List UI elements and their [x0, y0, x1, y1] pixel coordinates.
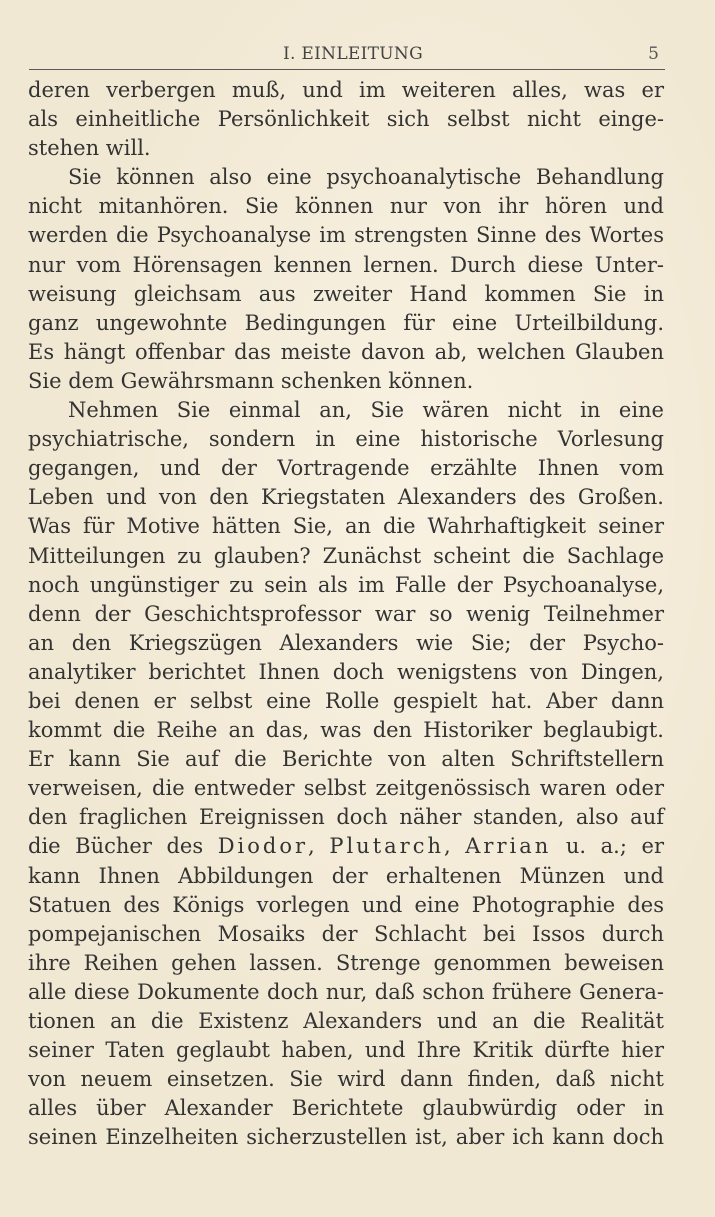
- text-line: noch ungünstiger zu sein als im Falle der Psychoanalyse,: [28, 572, 664, 597]
- text-line: Was für Motive hätten Sie, an die Wahrhaftigkeit seiner: [28, 514, 664, 539]
- text-line: psychiatrische, sondern in eine historische Vorlesung: [28, 427, 664, 452]
- text-line: als einheitliche Persönlichkeit sich selbst nicht einge-: [28, 107, 664, 132]
- author-name: Arrian: [465, 834, 552, 859]
- text-line: seinen Einzelheiten sicherzustellen ist, aber ich kann doch: [28, 1125, 664, 1150]
- running-header: [0, 44, 715, 68]
- author-name: Plutarch: [329, 834, 444, 859]
- text-line: alles über Alexander Berichtete glaubwürdig oder in: [28, 1096, 664, 1121]
- text-line: an den Kriegszügen Alexanders wie Sie; der Psycho-: [28, 630, 664, 655]
- text-line: ihre Reihen gehen lassen. Strenge genommen beweisen: [28, 950, 664, 975]
- header-rule: [29, 69, 665, 70]
- text-line: Leben und von den Kriegstaten Alexanders des Großen.: [28, 485, 664, 510]
- paragraph-start-line: Nehmen Sie einmal an, Sie wären nicht in eine: [68, 398, 664, 423]
- text-line: Mitteilungen zu glauben? Zunächst scheint die Sachlage: [28, 543, 664, 568]
- text-line: Er kann Sie auf die Berichte von alten Schriftstellern: [28, 747, 664, 772]
- paragraph-start-line: Sie können also eine psychoanalytische Behandlung: [68, 165, 664, 190]
- page-number: 5: [648, 44, 659, 64]
- text-line: analytiker berichtet Ihnen doch wenigstens von Dingen,: [28, 659, 664, 684]
- text-line: kommt die Reihe an das, was den Historiker beglaubigt.: [28, 718, 664, 743]
- text-line: kann Ihnen Abbildungen der erhaltenen Münzen und: [28, 863, 664, 888]
- text-line: Statuen des Königs vorlegen und eine Photographie des: [28, 892, 664, 917]
- text-line: bei denen er selbst eine Rolle gespielt hat. Aber dann: [28, 688, 664, 713]
- text-line: ganz ungewohnte Bedingungen für eine Urteilbildung.: [28, 310, 664, 335]
- text-line: weisung gleichsam aus zweiter Hand kommen Sie in: [28, 281, 664, 306]
- text-line: denn der Geschichtsprofessor war so wenig Teilnehmer: [28, 601, 664, 626]
- text-line: nur vom Hörensagen kennen lernen. Durch diese Unter-: [28, 252, 664, 277]
- text-line-spaced-names: die Bücher des Diodor, Plutarch, Arrian u. a.; er: [28, 834, 664, 859]
- text-line: werden die Psychoanalyse im strengsten Sinne des Wortes: [28, 223, 664, 248]
- text-line: Sie dem Gewährsmann schenken können.: [28, 368, 474, 393]
- chapter-title: I. EINLEITUNG: [283, 44, 423, 64]
- text-line: den fraglichen Ereignissen doch näher standen, also auf: [28, 805, 664, 830]
- text-line: alle diese Dokumente doch nur, daß schon frühere Genera-: [28, 979, 664, 1004]
- text-line: pompejanischen Mosaiks der Schlacht bei Issos durch: [28, 921, 664, 946]
- text-line: gegangen, und der Vortragende erzählte Ihnen vom: [28, 456, 664, 481]
- text-line: nicht mitanhören. Sie können nur von ihr hören und: [28, 194, 664, 219]
- text-line: von neuem einsetzen. Sie wird dann finden, daß nicht: [28, 1067, 664, 1092]
- text-line: stehen will.: [28, 136, 151, 161]
- author-name: Diodor: [217, 834, 309, 859]
- text-line: deren verbergen muß, und im weiteren alles, was er: [28, 78, 664, 102]
- body-text: [28, 76, 664, 1152]
- text-line: tionen an die Existenz Alexanders und an die Realität: [28, 1009, 664, 1033]
- text-line: seiner Taten geglaubt haben, und Ihre Kritik dürfte hier: [28, 1038, 664, 1063]
- text-line: verweisen, die entweder selbst zeitgenössisch waren oder: [28, 776, 664, 801]
- text-line: Es hängt offenbar das meiste davon ab, welchen Glauben: [28, 339, 664, 364]
